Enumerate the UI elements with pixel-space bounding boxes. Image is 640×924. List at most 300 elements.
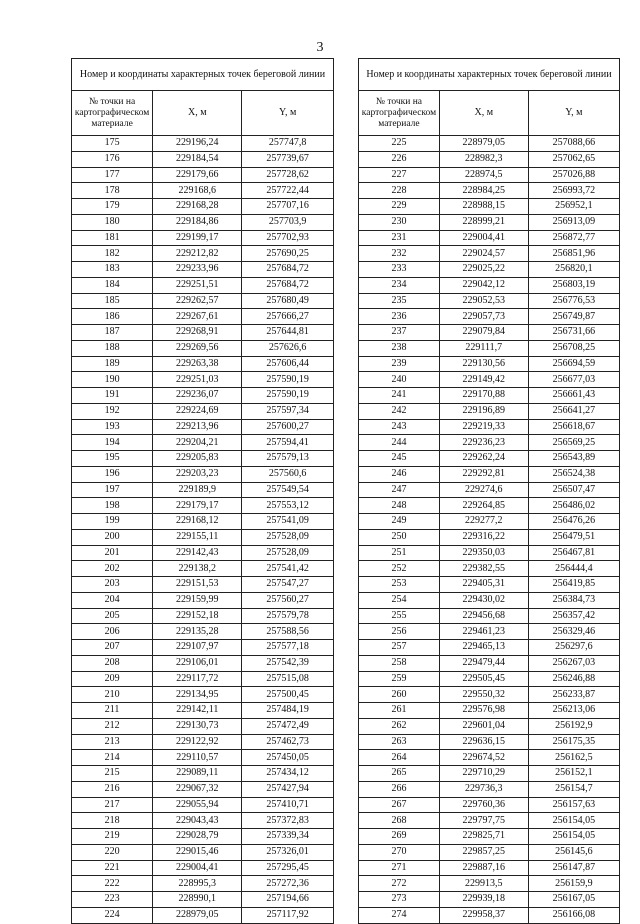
cell-y: 256618,67 (528, 419, 619, 435)
cell-x: 229107,97 (153, 640, 242, 656)
cell-y: 257500,45 (242, 687, 334, 703)
table-row (72, 892, 334, 908)
cell-point-number: 247 (359, 482, 440, 498)
cell-y: 256357,42 (528, 608, 619, 624)
cell-y: 257722,44 (242, 183, 334, 199)
table-row (72, 466, 334, 482)
table-row (72, 640, 334, 656)
table-row (359, 246, 620, 262)
cell-y: 256677,03 (528, 372, 619, 388)
cell-y: 257549,54 (242, 482, 334, 498)
column-header-y: Y, м (242, 91, 334, 136)
cell-x: 228999,21 (439, 214, 528, 230)
cell-point-number: 202 (72, 561, 153, 577)
cell-y: 256444,4 (528, 561, 619, 577)
cell-x: 229135,28 (153, 624, 242, 640)
table-row (359, 199, 620, 215)
table-row (359, 750, 620, 766)
table-row (359, 844, 620, 860)
table-row (72, 781, 334, 797)
table-row (359, 514, 620, 530)
cell-point-number: 245 (359, 451, 440, 467)
cell-x: 229292,81 (439, 466, 528, 482)
cell-y: 256246,88 (528, 671, 619, 687)
cell-y: 257484,19 (242, 703, 334, 719)
cell-x: 229233,96 (153, 262, 242, 278)
cell-x: 229025,22 (439, 262, 528, 278)
table-row (359, 687, 620, 703)
cell-x: 229159,99 (153, 592, 242, 608)
cell-y: 256167,05 (528, 892, 619, 908)
cell-point-number: 205 (72, 608, 153, 624)
table-row (359, 136, 620, 152)
cell-point-number: 239 (359, 356, 440, 372)
cell-y: 257590,19 (242, 372, 334, 388)
cell-y: 257295,45 (242, 860, 334, 876)
cell-y: 256267,03 (528, 655, 619, 671)
cell-y: 256162,5 (528, 750, 619, 766)
cell-y: 257577,18 (242, 640, 334, 656)
cell-y: 257702,93 (242, 230, 334, 246)
cell-point-number: 274 (359, 907, 440, 923)
table-row (72, 655, 334, 671)
cell-y: 256661,43 (528, 388, 619, 404)
table-caption: Номер и координаты характерных точек береговой линии (359, 59, 620, 91)
cell-point-number: 175 (72, 136, 153, 152)
cell-x: 229636,15 (439, 734, 528, 750)
cell-y: 256329,46 (528, 624, 619, 640)
table-row (359, 309, 620, 325)
table-row (72, 734, 334, 750)
cell-point-number: 258 (359, 655, 440, 671)
table-row (359, 545, 620, 561)
table-row (72, 829, 334, 845)
cell-point-number: 236 (359, 309, 440, 325)
cell-point-number: 241 (359, 388, 440, 404)
cell-y: 257472,49 (242, 718, 334, 734)
cell-x: 229267,61 (153, 309, 242, 325)
table-row (72, 876, 334, 892)
table-row (359, 671, 620, 687)
coordinates-table-right (358, 58, 620, 924)
cell-point-number: 272 (359, 876, 440, 892)
cell-y: 257427,94 (242, 781, 334, 797)
cell-x: 229004,41 (439, 230, 528, 246)
table-row (72, 136, 334, 152)
cell-x: 229887,16 (439, 860, 528, 876)
cell-y: 257684,72 (242, 262, 334, 278)
cell-y: 257272,36 (242, 876, 334, 892)
cell-x: 229089,11 (153, 766, 242, 782)
cell-point-number: 238 (359, 340, 440, 356)
cell-x: 229224,69 (153, 403, 242, 419)
cell-x: 229168,12 (153, 514, 242, 530)
cell-point-number: 253 (359, 577, 440, 593)
cell-point-number: 211 (72, 703, 153, 719)
table-row (359, 293, 620, 309)
cell-y: 256233,87 (528, 687, 619, 703)
cell-y: 257541,42 (242, 561, 334, 577)
cell-point-number: 209 (72, 671, 153, 687)
cell-point-number: 251 (359, 545, 440, 561)
cell-point-number: 191 (72, 388, 153, 404)
cell-y: 256175,35 (528, 734, 619, 750)
table-row (359, 561, 620, 577)
table-row (359, 718, 620, 734)
cell-x: 229149,42 (439, 372, 528, 388)
cell-point-number: 218 (72, 813, 153, 829)
cell-y: 256419,85 (528, 577, 619, 593)
cell-x: 229465,13 (439, 640, 528, 656)
cell-x: 228988,15 (439, 199, 528, 215)
cell-y: 257579,13 (242, 451, 334, 467)
table-row (72, 687, 334, 703)
table-row (72, 262, 334, 278)
cell-x: 229111,7 (439, 340, 528, 356)
table-row (359, 876, 620, 892)
cell-x: 229106,01 (153, 655, 242, 671)
table-row (359, 183, 620, 199)
cell-x: 229052,53 (439, 293, 528, 309)
table-row (359, 766, 620, 782)
cell-x: 229196,89 (439, 403, 528, 419)
cell-y: 256154,7 (528, 781, 619, 797)
table-row (359, 340, 620, 356)
cell-x: 229138,2 (153, 561, 242, 577)
cell-point-number: 229 (359, 199, 440, 215)
cell-y: 257450,05 (242, 750, 334, 766)
cell-x: 229204,21 (153, 435, 242, 451)
cell-y: 256154,05 (528, 829, 619, 845)
table-row (72, 419, 334, 435)
cell-x: 229155,11 (153, 529, 242, 545)
cell-point-number: 242 (359, 403, 440, 419)
table-row (359, 703, 620, 719)
cell-x: 229736,3 (439, 781, 528, 797)
cell-y: 257644,81 (242, 325, 334, 341)
cell-x: 229151,53 (153, 577, 242, 593)
cell-x: 229825,71 (439, 829, 528, 845)
table-row (359, 403, 620, 419)
table-body-left (72, 136, 334, 924)
cell-y: 256486,02 (528, 498, 619, 514)
cell-point-number: 230 (359, 214, 440, 230)
cell-y: 257372,83 (242, 813, 334, 829)
table-row (72, 356, 334, 372)
cell-point-number: 259 (359, 671, 440, 687)
cell-point-number: 243 (359, 419, 440, 435)
table-row (359, 388, 620, 404)
cell-y: 257626,6 (242, 340, 334, 356)
cell-y: 257434,12 (242, 766, 334, 782)
table-row (72, 246, 334, 262)
cell-x: 229043,43 (153, 813, 242, 829)
cell-y: 256851,96 (528, 246, 619, 262)
cell-y: 257117,92 (242, 907, 334, 923)
cell-x: 229042,12 (439, 277, 528, 293)
cell-point-number: 194 (72, 435, 153, 451)
cell-point-number: 264 (359, 750, 440, 766)
cell-y: 256479,51 (528, 529, 619, 545)
cell-x: 229110,57 (153, 750, 242, 766)
cell-x: 229168,28 (153, 199, 242, 215)
cell-point-number: 227 (359, 167, 440, 183)
cell-y: 257747,8 (242, 136, 334, 152)
table-row (359, 214, 620, 230)
cell-point-number: 246 (359, 466, 440, 482)
cell-x: 229251,03 (153, 372, 242, 388)
cell-point-number: 231 (359, 230, 440, 246)
cell-y: 256476,26 (528, 514, 619, 530)
table-row (72, 797, 334, 813)
cell-x: 229117,72 (153, 671, 242, 687)
cell-y: 257026,88 (528, 167, 619, 183)
cell-x: 229262,24 (439, 451, 528, 467)
cell-x: 229263,38 (153, 356, 242, 372)
cell-x: 229213,96 (153, 419, 242, 435)
cell-point-number: 199 (72, 514, 153, 530)
cell-point-number: 197 (72, 482, 153, 498)
cell-x: 229015,46 (153, 844, 242, 860)
cell-point-number: 234 (359, 277, 440, 293)
cell-point-number: 232 (359, 246, 440, 262)
cell-y: 256731,66 (528, 325, 619, 341)
table-row (72, 451, 334, 467)
table-row (72, 860, 334, 876)
table-row (359, 482, 620, 498)
cell-x: 229152,18 (153, 608, 242, 624)
cell-x: 228979,05 (439, 136, 528, 152)
cell-y: 256872,77 (528, 230, 619, 246)
table-row (359, 230, 620, 246)
cell-x: 229505,45 (439, 671, 528, 687)
cell-x: 229913,5 (439, 876, 528, 892)
cell-point-number: 252 (359, 561, 440, 577)
cell-point-number: 195 (72, 451, 153, 467)
table-row (72, 671, 334, 687)
table-row (72, 703, 334, 719)
cell-point-number: 228 (359, 183, 440, 199)
cell-x: 229456,68 (439, 608, 528, 624)
cell-x: 229479,44 (439, 655, 528, 671)
cell-y: 257528,09 (242, 545, 334, 561)
cell-point-number: 201 (72, 545, 153, 561)
table-row (359, 372, 620, 388)
table-row (72, 372, 334, 388)
cell-point-number: 262 (359, 718, 440, 734)
cell-y: 256192,9 (528, 718, 619, 734)
table-row (72, 214, 334, 230)
table-row (359, 624, 620, 640)
table-row (72, 435, 334, 451)
cell-point-number: 226 (359, 151, 440, 167)
cell-x: 229196,24 (153, 136, 242, 152)
table-row (72, 766, 334, 782)
cell-y: 256147,87 (528, 860, 619, 876)
cell-point-number: 206 (72, 624, 153, 640)
cell-point-number: 176 (72, 151, 153, 167)
cell-y: 257590,19 (242, 388, 334, 404)
cell-y: 257410,71 (242, 797, 334, 813)
cell-point-number: 192 (72, 403, 153, 419)
table-row (72, 750, 334, 766)
cell-point-number: 215 (72, 766, 153, 782)
cell-x: 229170,88 (439, 388, 528, 404)
table-row (359, 435, 620, 451)
table-row (359, 419, 620, 435)
cell-point-number: 203 (72, 577, 153, 593)
cell-x: 229130,73 (153, 718, 242, 734)
cell-y: 257462,73 (242, 734, 334, 750)
cell-x: 228974,5 (439, 167, 528, 183)
cell-point-number: 177 (72, 167, 153, 183)
cell-point-number: 261 (359, 703, 440, 719)
table-row (72, 545, 334, 561)
cell-y: 256213,06 (528, 703, 619, 719)
table-row (359, 151, 620, 167)
cell-y: 256166,08 (528, 907, 619, 923)
cell-x: 229576,98 (439, 703, 528, 719)
table-row (359, 797, 620, 813)
cell-x: 229262,57 (153, 293, 242, 309)
cell-point-number: 263 (359, 734, 440, 750)
cell-y: 256952,1 (528, 199, 619, 215)
cell-x: 229057,73 (439, 309, 528, 325)
cell-point-number: 250 (359, 529, 440, 545)
cell-x: 229134,95 (153, 687, 242, 703)
cell-point-number: 249 (359, 514, 440, 530)
cell-x: 229179,17 (153, 498, 242, 514)
cell-x: 229382,55 (439, 561, 528, 577)
cell-point-number: 204 (72, 592, 153, 608)
cell-y: 257739,67 (242, 151, 334, 167)
cell-point-number: 193 (72, 419, 153, 435)
cell-y: 257579,78 (242, 608, 334, 624)
page-number: 3 (316, 40, 324, 55)
cell-point-number: 237 (359, 325, 440, 341)
table-row (72, 624, 334, 640)
cell-x: 229274,6 (439, 482, 528, 498)
cell-x: 228995,3 (153, 876, 242, 892)
cell-x: 229028,79 (153, 829, 242, 845)
cell-x: 229184,86 (153, 214, 242, 230)
cell-x: 229601,04 (439, 718, 528, 734)
cell-x: 229212,82 (153, 246, 242, 262)
cell-y: 257684,72 (242, 277, 334, 293)
cell-point-number: 210 (72, 687, 153, 703)
cell-x: 229268,91 (153, 325, 242, 341)
table-row (359, 167, 620, 183)
table-row (72, 167, 334, 183)
cell-y: 256803,19 (528, 277, 619, 293)
cell-x: 229203,23 (153, 466, 242, 482)
cell-y: 257728,62 (242, 167, 334, 183)
cell-point-number: 260 (359, 687, 440, 703)
cell-x: 229142,43 (153, 545, 242, 561)
cell-point-number: 248 (359, 498, 440, 514)
cell-y: 256157,63 (528, 797, 619, 813)
cell-x: 229939,18 (439, 892, 528, 908)
cell-y: 256569,25 (528, 435, 619, 451)
cell-x: 229189,9 (153, 482, 242, 498)
cell-y: 257326,01 (242, 844, 334, 860)
cell-y: 256297,6 (528, 640, 619, 656)
cell-point-number: 267 (359, 797, 440, 813)
cell-x: 229219,33 (439, 419, 528, 435)
cell-x: 229004,41 (153, 860, 242, 876)
table-body-right (359, 136, 620, 924)
table-row (359, 608, 620, 624)
cell-point-number: 214 (72, 750, 153, 766)
table-row (359, 466, 620, 482)
table-row (359, 451, 620, 467)
table-row (72, 561, 334, 577)
table-row (72, 325, 334, 341)
cell-y: 257515,08 (242, 671, 334, 687)
cell-point-number: 268 (359, 813, 440, 829)
table-row (72, 482, 334, 498)
table-row (359, 640, 620, 656)
cell-y: 257707,16 (242, 199, 334, 215)
cell-point-number: 208 (72, 655, 153, 671)
cell-point-number: 255 (359, 608, 440, 624)
cell-x: 229316,22 (439, 529, 528, 545)
cell-y: 256145,6 (528, 844, 619, 860)
cell-x: 229205,83 (153, 451, 242, 467)
cell-point-number: 198 (72, 498, 153, 514)
cell-y: 257542,39 (242, 655, 334, 671)
cell-y: 257194,66 (242, 892, 334, 908)
cell-point-number: 179 (72, 199, 153, 215)
cell-y: 256467,81 (528, 545, 619, 561)
cell-point-number: 273 (359, 892, 440, 908)
table-row (72, 151, 334, 167)
cell-point-number: 181 (72, 230, 153, 246)
cell-point-number: 190 (72, 372, 153, 388)
cell-y: 256749,87 (528, 309, 619, 325)
table-row (359, 325, 620, 341)
cell-point-number: 257 (359, 640, 440, 656)
table-row (72, 608, 334, 624)
cell-y: 256776,53 (528, 293, 619, 309)
cell-x: 229067,32 (153, 781, 242, 797)
table-row (359, 277, 620, 293)
cell-x: 229184,54 (153, 151, 242, 167)
cell-x: 229277,2 (439, 514, 528, 530)
table-row (359, 892, 620, 908)
table-row (72, 514, 334, 530)
cell-point-number: 213 (72, 734, 153, 750)
table-row (72, 199, 334, 215)
cell-point-number: 182 (72, 246, 153, 262)
cell-y: 256993,72 (528, 183, 619, 199)
cell-point-number: 270 (359, 844, 440, 860)
cell-y: 256543,89 (528, 451, 619, 467)
cell-y: 256524,38 (528, 466, 619, 482)
table-row (72, 592, 334, 608)
table-row (359, 498, 620, 514)
cell-x: 229236,07 (153, 388, 242, 404)
cell-point-number: 266 (359, 781, 440, 797)
table-row (359, 577, 620, 593)
cell-point-number: 187 (72, 325, 153, 341)
cell-y: 257680,49 (242, 293, 334, 309)
cell-x: 229142,11 (153, 703, 242, 719)
coordinates-table-left (71, 58, 334, 924)
cell-y: 257560,6 (242, 466, 334, 482)
cell-x: 229857,25 (439, 844, 528, 860)
cell-y: 257339,34 (242, 829, 334, 845)
